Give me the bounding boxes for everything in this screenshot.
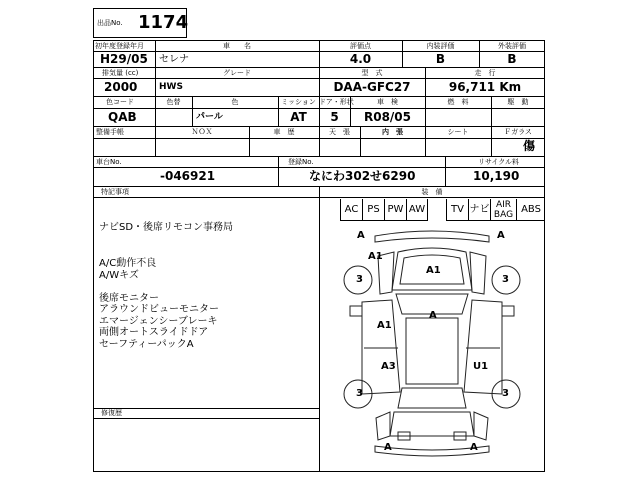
model-label: 型 式 (361, 69, 383, 77)
chassis-label: 車台No. (96, 158, 122, 166)
remark-line: 後席モニター (99, 292, 159, 304)
mark-roof: A (429, 310, 437, 321)
equip-ac: AC (340, 199, 362, 221)
equipment-title: 装 備 (421, 188, 443, 196)
equip-ps: PS (362, 199, 384, 221)
grade: HWS (159, 82, 183, 92)
seat-label: シート (447, 128, 469, 136)
chassis-number: -046921 (160, 169, 216, 183)
remark-line: エマージェンシーブレーキ (99, 315, 218, 327)
remark-line: ナビSD・後席リモコン事務局 (99, 222, 234, 233)
mark-tire-rear-left: 3 (356, 388, 363, 399)
inspection-label: 車 検 (377, 98, 398, 106)
doors: 5 (330, 110, 339, 124)
lot-number-label: 出品No. (97, 19, 123, 27)
mark-tire-front-right: 3 (502, 274, 509, 285)
equip-tv: TV (446, 199, 468, 221)
mark-rear-right: A (470, 442, 478, 453)
reg-label: 登録No. (288, 158, 314, 166)
front-glass: 傷 (523, 139, 536, 153)
color-code: QAB (108, 110, 137, 124)
displacement: 2000 (104, 80, 138, 94)
remark-line: セーフティーパックA (99, 338, 194, 350)
cc-label: 排気量 (cc) (102, 69, 139, 77)
equip-abs: ABS (516, 199, 545, 221)
vehicle-damage-diagram (320, 222, 544, 471)
doors-label: ドア・形状 (319, 98, 354, 106)
evaluation-score: 4.0 (349, 52, 372, 66)
mission-label: ミッション (281, 98, 316, 106)
mark-front-right: A (497, 230, 505, 241)
color: パール (196, 112, 223, 122)
history-label: 車 歴 (273, 128, 295, 136)
mark-front-left: A (357, 230, 365, 241)
repair-title: 修復歴 (101, 409, 122, 417)
remarks-title: 特記事項 (101, 188, 129, 196)
name-label: 車 名 (223, 42, 251, 50)
manual-label: 整備手帳 (96, 128, 124, 136)
exterior-grade: B (507, 52, 517, 66)
mark-side-right-rear: U1 (473, 361, 489, 372)
mileage: 96,711 Km (448, 80, 522, 94)
equip-airbag: AIR BAG (490, 199, 516, 221)
first-registration: H29/05 (100, 52, 148, 66)
mark-rear-left: A (384, 442, 392, 453)
lot-number-box (93, 8, 187, 38)
color-label: 色 (231, 98, 239, 106)
equip-aw: AW (406, 199, 428, 221)
drive-label: 駆 動 (507, 98, 529, 106)
inspection-date: R08/05 (363, 110, 412, 124)
equip-blank (428, 199, 446, 221)
year-label: 初年度登録年月 (95, 42, 144, 50)
remarks-list (99, 258, 219, 350)
recycle-label: リサイクル料 (478, 158, 520, 166)
remark-line (99, 281, 219, 293)
equipment-row (340, 199, 545, 221)
mark-tire-front-left: 3 (356, 274, 363, 285)
remark-line: A/C動作不良 (99, 258, 157, 269)
ceiling-label: 天 張 (329, 128, 350, 136)
mileage-label: 走 行 (474, 69, 496, 77)
interior-grade: B (435, 52, 446, 66)
interior-label: 内装評価 (426, 42, 455, 50)
remark-line: アラウンドビューモニター (99, 304, 219, 315)
fglass-label: Ｆガラス (504, 128, 532, 136)
fuel-label: 燃 料 (447, 98, 469, 106)
mark-tire-rear-right: 3 (502, 388, 509, 399)
lot-number: 1174 (138, 12, 189, 33)
recycle-fee: 10,190 (473, 169, 520, 183)
shade-label: 色替 (166, 98, 181, 106)
model-code: DAA-GFC27 (333, 80, 411, 94)
mark-fender-left: A1 (368, 251, 383, 262)
remark-line: 両側オートスライドドア (99, 327, 209, 338)
registration-number: なにわ302せ6290 (309, 169, 416, 183)
exterior-label: 外装評価 (498, 42, 526, 50)
remarks (99, 222, 233, 234)
score-label: 評価点 (350, 42, 371, 50)
nox-label: ＮＯＸ (191, 128, 213, 136)
car-name: セレナ (159, 54, 189, 65)
mark-side-left-rear: A3 (381, 361, 396, 372)
mark-side-left-front: A1 (377, 320, 392, 331)
colorcode-label: 色コード (106, 98, 134, 106)
transmission: AT (290, 110, 307, 124)
equip-pw: PW (384, 199, 406, 221)
equip-navi: ナビ (468, 199, 490, 221)
grade-label: グレード (223, 69, 251, 77)
mark-hood: A1 (426, 265, 441, 276)
remark-line: A/Wキズ (99, 269, 139, 281)
upholstery-label: 内 張 (382, 128, 403, 136)
